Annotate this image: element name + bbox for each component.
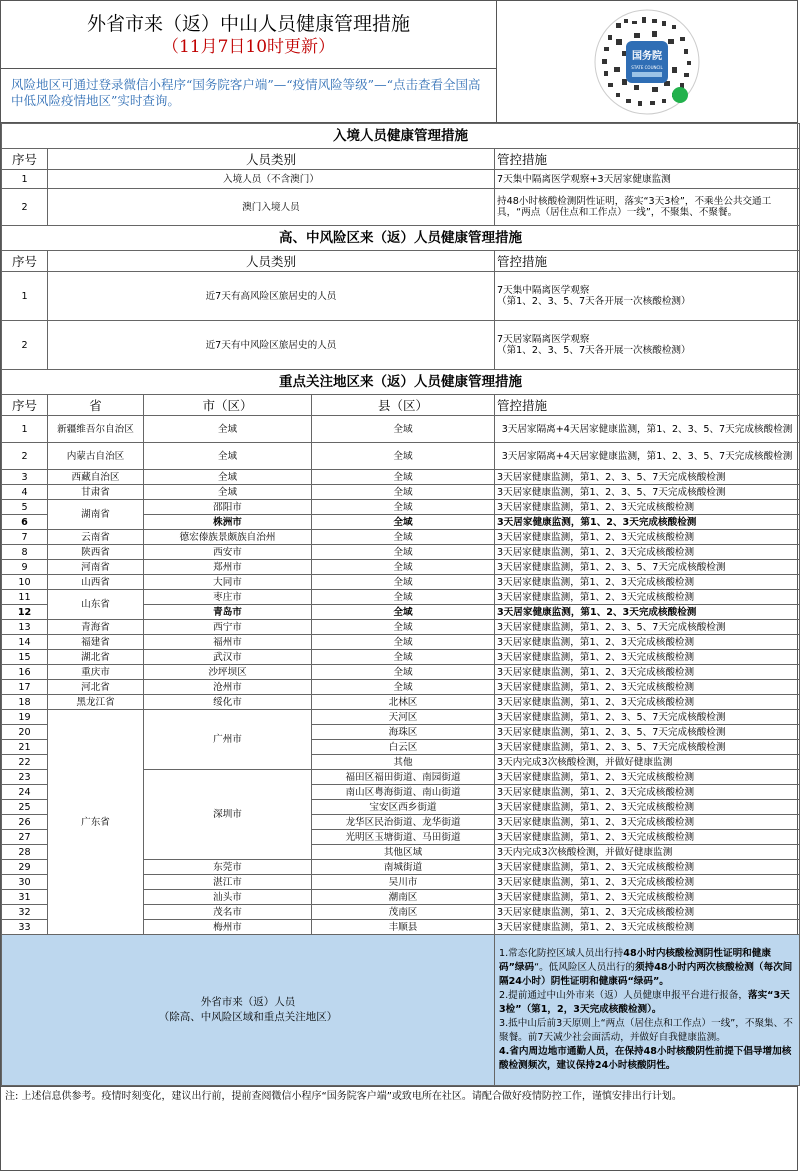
row-province: 西藏自治区: [48, 470, 144, 485]
row-measure: 3天居家健康监测，第1、2、3、5、7天完成核酸检测: [495, 620, 800, 635]
row-county: 全域: [312, 443, 495, 470]
other-category-line: （除高、中风险区域和重点关注地区）: [158, 1011, 338, 1023]
row-no: 32: [2, 905, 48, 920]
row-province: 黑龙江省: [48, 695, 144, 710]
row-measure: 3天居家健康监测，第1、2、3天完成核酸检测: [495, 770, 800, 785]
row-no: 28: [2, 845, 48, 860]
row-province: 山西省: [48, 575, 144, 590]
row-measure: 3天居家健康监测，第1、2、3天完成核酸检测: [495, 800, 800, 815]
row-county: 其他: [312, 755, 495, 770]
row-county: 北林区: [312, 695, 495, 710]
row-no: 2: [2, 321, 48, 370]
row-measure: 3天居家健康监测，第1、2、3天完成核酸检测: [495, 665, 800, 680]
row-measure: 3天居家隔离+4天居家健康监测，第1、2、3、5、7天完成核酸检测: [495, 416, 800, 443]
row-no: 31: [2, 890, 48, 905]
row-county: 全域: [312, 575, 495, 590]
risk-query-note: 风险地区可通过登录微信小程序“国务院客户端”—“疫情风险等级”—“点击查看全国高中低风险疫情地区”实时查询。: [11, 77, 481, 108]
row-city: 梅州市: [144, 920, 312, 935]
row-county: 全域: [312, 665, 495, 680]
row-no: 22: [2, 755, 48, 770]
row-county: 全域: [312, 620, 495, 635]
update-time: （11月7日10时更新）: [161, 36, 336, 57]
row-no: 10: [2, 575, 48, 590]
row-province: 湖南省: [48, 500, 144, 530]
title-box: [1, 1, 496, 69]
row-city: 邵阳市: [144, 500, 312, 515]
row-province: 湖北省: [48, 650, 144, 665]
header: [1, 1, 797, 123]
measure-text: 3.抵中山后前3天原则上“两点（居住点和工作点）一线”，不聚集、不聚餐。前7天减少社会面活动，并做好自我健康监测。: [499, 1018, 793, 1043]
qr-label: 国务院: [632, 50, 662, 62]
section-title-entry: 入境人员健康管理措施: [2, 124, 800, 149]
measure-item-1: [499, 947, 795, 989]
row-county: 全域: [312, 605, 495, 620]
row-category: 近7天有中风险区旅居史的人员: [48, 321, 495, 370]
col-header-category: 人员类别: [48, 251, 495, 272]
row-no: 8: [2, 545, 48, 560]
row-measure: 3天居家健康监测，第1、2、3天完成核酸检测: [495, 905, 800, 920]
row-county: 全域: [312, 485, 495, 500]
row-measure: 3天内完成3次核酸检测，并做好健康监测: [495, 755, 800, 770]
row-city: 全域: [144, 416, 312, 443]
row-measure: [495, 272, 800, 321]
row-measure: 3天居家健康监测，第1、2、3天完成核酸检测: [495, 500, 800, 515]
row-measure: 3天居家健康监测，第1、2、3、5、7天完成核酸检测: [495, 725, 800, 740]
row-county: 南城街道: [312, 860, 495, 875]
row-no: 20: [2, 725, 48, 740]
row-province: 甘肃省: [48, 485, 144, 500]
row-county: 全域: [312, 590, 495, 605]
row-city: 枣庄市: [144, 590, 312, 605]
row-city: 广州市: [144, 710, 312, 770]
row-no: 14: [2, 635, 48, 650]
row-city: 郑州市: [144, 560, 312, 575]
row-measure: 3天居家健康监测，第1、2、3天完成核酸检测: [495, 635, 800, 650]
row-county: 全域: [312, 560, 495, 575]
row-city: 沧州市: [144, 680, 312, 695]
row-measure: 3天居家健康监测，第1、2、3天完成核酸检测: [495, 830, 800, 845]
row-no: 13: [2, 620, 48, 635]
row-county: 全域: [312, 470, 495, 485]
col-header-no: 序号: [2, 251, 48, 272]
row-no: 19: [2, 710, 48, 725]
row-city: 德宏傣族景颇族自治州: [144, 530, 312, 545]
col-header-province: 省: [48, 395, 144, 416]
col-header-measures: 管控措施: [495, 395, 800, 416]
row-city: 全域: [144, 485, 312, 500]
row-no: 15: [2, 650, 48, 665]
row-city: 西安市: [144, 545, 312, 560]
row-county: 南山区粤海街道、南山街道: [312, 785, 495, 800]
col-header-no: 序号: [2, 395, 48, 416]
measure-text: “。低风险区人员出行的: [534, 962, 636, 973]
row-county: 光明区玉塘街道、马田街道: [312, 830, 495, 845]
measure-detail: （第1、2、3、5、7天各开展一次核酸检测）: [497, 296, 691, 307]
row-county: 天河区: [312, 710, 495, 725]
measure-line: 7天集中隔离医学观察: [497, 285, 590, 296]
measures-table: [1, 123, 800, 1086]
qr-sublabel: STATE COUNCIL: [631, 64, 663, 70]
row-province: 重庆市: [48, 665, 144, 680]
row-measure: 3天居家健康监测，第1、2、3天完成核酸检测: [495, 530, 800, 545]
row-county: 全域: [312, 500, 495, 515]
measure-detail: （第1、2、3、5、7天各开展一次核酸检测）: [497, 345, 691, 356]
row-county: 吴川市: [312, 875, 495, 890]
row-measure: 3天居家健康监测，第1、2、3天完成核酸检测: [495, 515, 800, 530]
col-header-no: 序号: [2, 149, 48, 170]
row-county: 茂南区: [312, 905, 495, 920]
row-measure: 3天居家健康监测，第1、2、3天完成核酸检测: [495, 545, 800, 560]
col-header-category: 人员类别: [48, 149, 495, 170]
measure-line: 7天居家隔离医学观察: [497, 334, 590, 345]
row-province: 陕西省: [48, 545, 144, 560]
col-header-measures: 管控措施: [495, 251, 800, 272]
row-category: 入境人员（不含澳门）: [48, 170, 495, 189]
row-province: 云南省: [48, 530, 144, 545]
row-province: 青海省: [48, 620, 144, 635]
row-province: 内蒙古自治区: [48, 443, 144, 470]
row-measure: 3天居家健康监测，第1、2、3天完成核酸检测: [495, 650, 800, 665]
row-city: 沙坪坝区: [144, 665, 312, 680]
row-measure: 3天居家健康监测，第1、2、3天完成核酸检测: [495, 875, 800, 890]
row-city: 西宁市: [144, 620, 312, 635]
row-measure: 3天居家健康监测，第1、2、3天完成核酸检测: [495, 590, 800, 605]
col-header-county: 县（区）: [312, 395, 495, 416]
row-category: 澳门入境人员: [48, 189, 495, 226]
row-measure: 3天居家健康监测，第1、2、3天完成核酸检测: [495, 680, 800, 695]
row-measure: 3天居家隔离+4天居家健康监测，第1、2、3、5、7天完成核酸检测: [495, 443, 800, 470]
row-measure: 3天居家健康监测，第1、2、3天完成核酸检测: [495, 815, 800, 830]
other-measures: [495, 935, 800, 1086]
col-header-city: 市（区）: [144, 395, 312, 416]
section-title-focus: 重点关注地区来（返）人员健康管理措施: [2, 370, 800, 395]
measure-text: 落实“3天3检”（第1，2，3天完成核酸检测）。: [499, 990, 790, 1015]
measure-text: 2.提前通过中山外市来（返）人员健康申报平台进行报备，: [499, 990, 748, 1001]
row-province: 河北省: [48, 680, 144, 695]
row-measure: 持48小时核酸检测阴性证明，落实“3天3检”，不乘坐公共交通工具，“两点（居住点和工作点）一线”，不聚集、不聚餐。: [495, 189, 800, 226]
row-measure: 3天居家健康监测，第1、2、3、5、7天完成核酸检测: [495, 485, 800, 500]
row-no: 1: [2, 272, 48, 321]
page-title: 外省市来（返）中山人员健康管理措施: [86, 12, 410, 35]
header-left: [1, 1, 497, 122]
measure-text: 1.常态化防控区域人员出行持: [499, 948, 624, 959]
row-no: 4: [2, 485, 48, 500]
row-county: 全域: [312, 530, 495, 545]
row-province: 新疆维吾尔自治区: [48, 416, 144, 443]
row-county: 全域: [312, 650, 495, 665]
row-measure: 7天集中隔离医学观察+3天居家健康监测: [495, 170, 800, 189]
row-measure: [495, 321, 800, 370]
row-measure: 3天居家健康监测，第1、2、3天完成核酸检测: [495, 695, 800, 710]
row-no: 21: [2, 740, 48, 755]
row-no: 6: [2, 515, 48, 530]
row-measure: 3天内完成3次核酸检测，并做好健康监测: [495, 845, 800, 860]
row-no: 24: [2, 785, 48, 800]
row-county: 海珠区: [312, 725, 495, 740]
row-measure: 3天居家健康监测，第1、2、3天完成核酸检测: [495, 860, 800, 875]
measure-text: 须持48小时内两次核酸检测（每次间隔24小时）阴性证明和健康码“绿码”。: [499, 962, 793, 987]
row-no: 5: [2, 500, 48, 515]
section-title-risk: 高、中风险区来（返）人员健康管理措施: [2, 226, 800, 251]
row-province: 山东省: [48, 590, 144, 620]
qr-area: [497, 1, 797, 122]
measure-item-2: [499, 989, 795, 1017]
row-no: 23: [2, 770, 48, 785]
row-no: 2: [2, 189, 48, 226]
row-city: 茂名市: [144, 905, 312, 920]
other-category: [2, 935, 495, 1086]
row-county: 全域: [312, 416, 495, 443]
row-no: 16: [2, 665, 48, 680]
row-county: 全域: [312, 635, 495, 650]
row-city: 大同市: [144, 575, 312, 590]
row-county: 全域: [312, 545, 495, 560]
row-measure: 3天居家健康监测，第1、2、3天完成核酸检测: [495, 575, 800, 590]
row-city: 绥化市: [144, 695, 312, 710]
row-no: 7: [2, 530, 48, 545]
other-category-line: 外省市来（返）人员: [200, 996, 296, 1008]
row-no: 12: [2, 605, 48, 620]
row-county: 其他区域: [312, 845, 495, 860]
measure-item-4: [499, 1045, 795, 1073]
row-no: 3: [2, 470, 48, 485]
row-city: 全域: [144, 443, 312, 470]
row-county: 潮南区: [312, 890, 495, 905]
qr-code-icon: [594, 9, 700, 115]
row-no: 33: [2, 920, 48, 935]
row-county: 丰顺县: [312, 920, 495, 935]
row-measure: 3天居家健康监测，第1、2、3、5、7天完成核酸检测: [495, 470, 800, 485]
row-measure: 3天居家健康监测，第1、2、3天完成核酸检测: [495, 890, 800, 905]
row-city: 青岛市: [144, 605, 312, 620]
row-county: 龙华区民治街道、龙华街道: [312, 815, 495, 830]
row-no: 26: [2, 815, 48, 830]
measure-text: 4.省内周边地市通勤人员，在保持48小时核酸阴性前提下倡导增加核酸检测频次，建议保持24小时核酸阴性。: [499, 1046, 792, 1071]
row-no: 1: [2, 416, 48, 443]
row-no: 27: [2, 830, 48, 845]
row-measure: 3天居家健康监测，第1、2、3、5、7天完成核酸检测: [495, 560, 800, 575]
col-header-measures: 管控措施: [495, 149, 800, 170]
row-city: 全域: [144, 470, 312, 485]
row-measure: 3天居家健康监测，第1、2、3天完成核酸检测: [495, 785, 800, 800]
row-province: 广东省: [48, 710, 144, 935]
row-province: 福建省: [48, 635, 144, 650]
row-measure: 3天居家健康监测，第1、2、3天完成核酸检测: [495, 605, 800, 620]
row-measure: 3天居家健康监测，第1、2、3、5、7天完成核酸检测: [495, 710, 800, 725]
row-no: 30: [2, 875, 48, 890]
row-county: 福田区福田街道、南园街道: [312, 770, 495, 785]
measure-text: 48小时内核酸检测阴性证明和健康码”绿码: [499, 948, 771, 973]
row-no: 17: [2, 680, 48, 695]
row-no: 9: [2, 560, 48, 575]
row-county: 全域: [312, 680, 495, 695]
row-measure: 3天居家健康监测，第1、2、3、5、7天完成核酸检测: [495, 740, 800, 755]
row-city: 汕头市: [144, 890, 312, 905]
row-province: 河南省: [48, 560, 144, 575]
qr-code-image[interactable]: [594, 9, 700, 115]
row-no: 25: [2, 800, 48, 815]
row-no: 1: [2, 170, 48, 189]
measure-item-3: [499, 1017, 795, 1045]
row-city: 福州市: [144, 635, 312, 650]
row-county: 宝安区西乡街道: [312, 800, 495, 815]
row-no: 11: [2, 590, 48, 605]
row-category: 近7天有高风险区旅居史的人员: [48, 272, 495, 321]
row-no: 2: [2, 443, 48, 470]
row-measure: 3天居家健康监测，第1、2、3天完成核酸检测: [495, 920, 800, 935]
row-city: 深圳市: [144, 770, 312, 860]
row-city: 武汉市: [144, 650, 312, 665]
row-no: 18: [2, 695, 48, 710]
row-county: 全域: [312, 515, 495, 530]
row-no: 29: [2, 860, 48, 875]
row-city: 株洲市: [144, 515, 312, 530]
row-county: 白云区: [312, 740, 495, 755]
row-city: 东莞市: [144, 860, 312, 875]
footer-note: 注: 上述信息供参考。疫情时刻变化，建议出行前，提前查阅微信小程序“国务院客户端”或致电所在社区。请配合做好疫情防控工作，谨慎安排出行计划。: [1, 1086, 797, 1106]
row-city: 湛江市: [144, 875, 312, 890]
